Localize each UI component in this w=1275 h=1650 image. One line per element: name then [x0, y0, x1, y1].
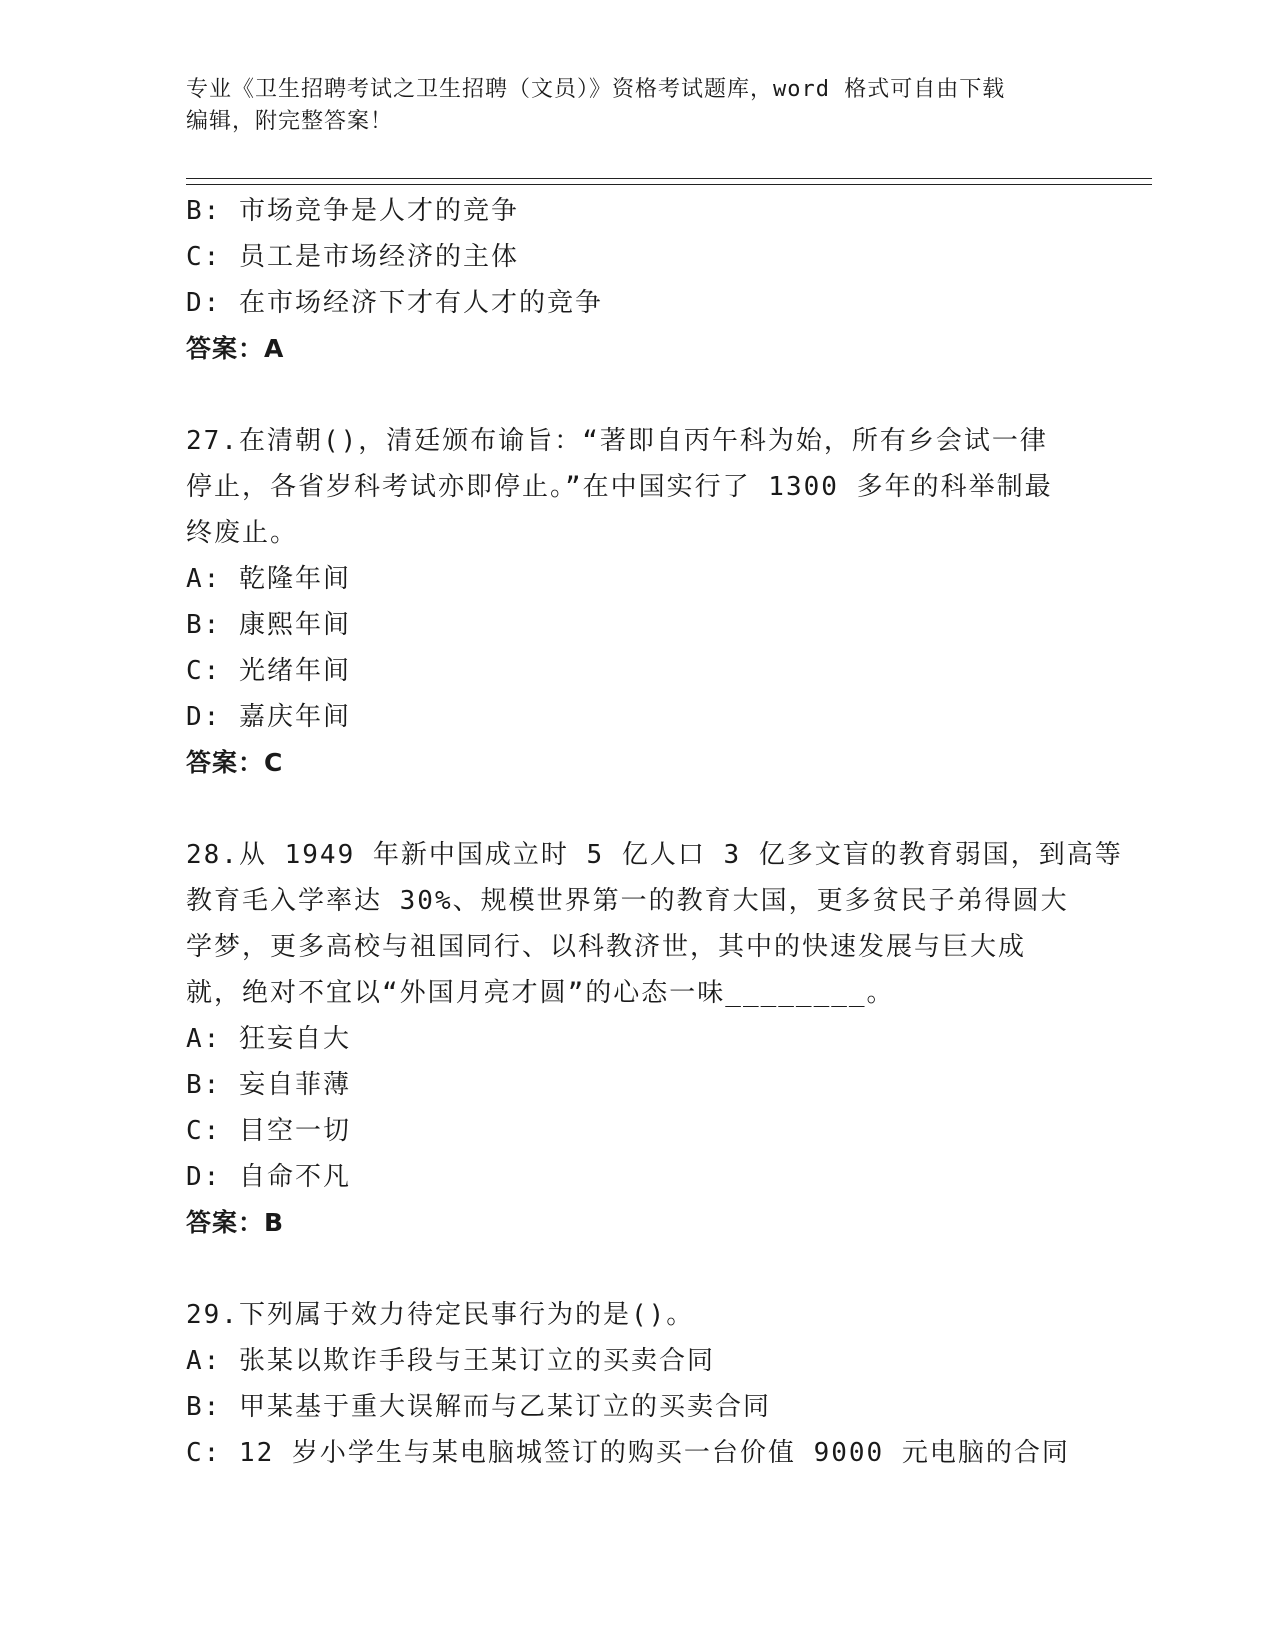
q29-option-c: C: 12 岁小学生与某电脑城签订的购买一台价值 9000 元电脑的合同	[186, 1438, 1070, 1468]
q27-stem-line-1: 27.在清朝()，清廷颁布谕旨：“著即自丙午科为始，所有乡会试一律	[186, 426, 1048, 456]
question-26	[186, 188, 1086, 372]
q28-stem-line-4: 就，绝对不宜以“外国月亮才圆”的心态一味________。	[186, 978, 895, 1008]
q28-option-c: C: 目空一切	[186, 1116, 351, 1146]
header-rule	[186, 178, 1152, 185]
q28-stem-line-3: 学梦，更多高校与祖国同行、以科教济世，其中的快速发展与巨大成	[186, 932, 1027, 962]
question-29	[186, 1292, 1086, 1476]
page-header	[186, 74, 1066, 138]
q29-option-b: B: 甲某基于重大误解而与乙某订立的买卖合同	[186, 1392, 771, 1422]
q28-option-a: A: 狂妄自大	[186, 1024, 351, 1054]
q27-option-d: D: 嘉庆年间	[186, 702, 351, 732]
question-content	[186, 188, 1123, 1476]
header-line-2: 编辑，附完整答案！	[186, 109, 394, 134]
spacer	[186, 1246, 1086, 1292]
q29-stem-line-1: 29.下列属于效力待定民事行为的是()。	[186, 1300, 695, 1330]
q26-answer: 答案：A	[186, 334, 285, 363]
spacer	[186, 372, 1086, 418]
q28-answer: 答案：B	[186, 1208, 285, 1237]
q27-option-a: A: 乾隆年间	[186, 564, 351, 594]
question-28	[186, 832, 1123, 1246]
q27-stem-line-2: 停止，各省岁科考试亦即停止。”在中国实行了 1300 多年的科举制最	[186, 472, 1053, 502]
header-line-1: 专业《卫生招聘考试之卫生招聘（文员）》资格考试题库，word 格式可自由下载	[186, 77, 1006, 102]
q29-option-a: A: 张某以欺诈手段与王某订立的买卖合同	[186, 1346, 715, 1376]
q27-option-b: B: 康熙年间	[186, 610, 351, 640]
question-27	[186, 418, 1086, 786]
q27-stem-line-3: 终废止。	[186, 518, 299, 548]
q27-option-c: C: 光绪年间	[186, 656, 351, 686]
q28-stem-line-2: 教育毛入学率达 30%、规模世界第一的教育大国，更多贫民子弟得圆大	[186, 886, 1069, 916]
q26-option-b: B: 市场竞争是人才的竞争	[186, 196, 519, 226]
q26-option-d: D: 在市场经济下才有人才的竞争	[186, 288, 603, 318]
q28-option-b: B: 妄自菲薄	[186, 1070, 351, 1100]
q27-answer: 答案：C	[186, 748, 284, 777]
q28-option-d: D: 自命不凡	[186, 1162, 351, 1192]
spacer	[186, 786, 1086, 832]
q28-stem-line-1: 28.从 1949 年新中国成立时 5 亿人口 3 亿多文盲的教育弱国，到高等	[186, 840, 1123, 870]
q26-option-c: C: 员工是市场经济的主体	[186, 242, 519, 272]
